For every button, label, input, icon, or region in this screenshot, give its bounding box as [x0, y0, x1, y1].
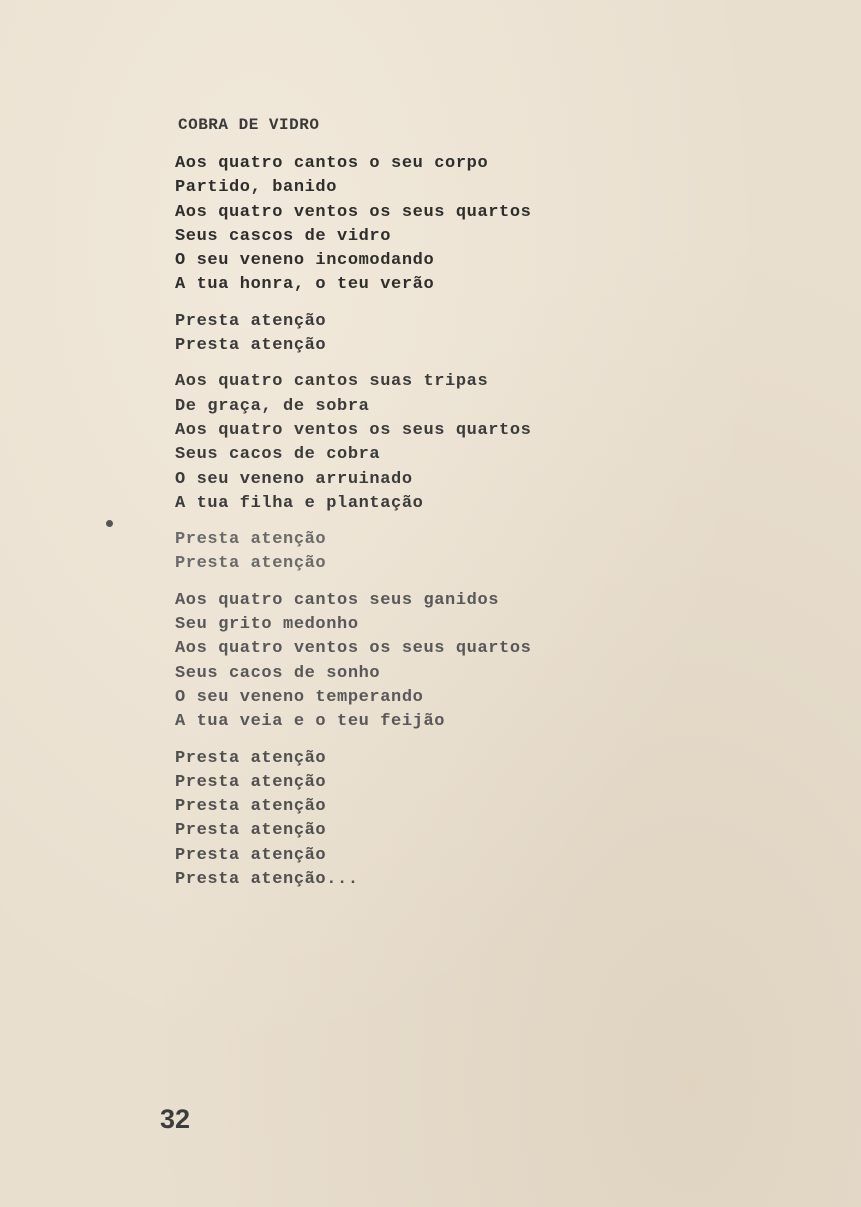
- poem-line: Seu grito medonho: [175, 615, 359, 635]
- poem-line: O seu veneno temperando: [175, 687, 424, 707]
- poem-line: Partido, banido: [175, 178, 338, 198]
- poem-line: Aos quatro cantos suas tripas: [175, 372, 489, 392]
- refrain-line: Presta atenção: [175, 530, 327, 550]
- stanza-3: [175, 589, 815, 735]
- poem-line: Aos quatro ventos os seus quartos: [175, 639, 532, 659]
- refrain-line: Presta atenção: [175, 554, 327, 574]
- poem-line: A tua veia e o teu feijão: [175, 712, 446, 732]
- poem-line: Aos quatro ventos os seus quartos: [175, 202, 532, 222]
- refrain-1: [175, 310, 815, 359]
- refrain-line: Presta atenção: [175, 772, 327, 792]
- refrain-2: [175, 528, 815, 577]
- poem-line: De graça, de sobra: [175, 396, 370, 416]
- ink-dot: [106, 520, 113, 527]
- refrain-line: Presta atenção: [175, 797, 327, 817]
- poem-line: A tua filha e plantação: [175, 493, 424, 513]
- refrain-line: Presta atenção: [175, 748, 327, 768]
- refrain-line: Presta atenção: [175, 821, 327, 841]
- poem-title: COBRA DE VIDRO: [178, 116, 320, 134]
- poem-line: Seus cascos de vidro: [175, 226, 392, 246]
- refrain-3: [175, 747, 815, 893]
- refrain-line: Presta atenção: [175, 336, 327, 356]
- stanza-1: [175, 152, 815, 298]
- poem-line: Aos quatro cantos o seu corpo: [175, 154, 489, 173]
- page-number: 32: [160, 1104, 191, 1134]
- refrain-line: Presta atenção: [175, 311, 327, 331]
- refrain-line: Presta atenção...: [175, 870, 359, 890]
- stanza-2: [175, 370, 815, 516]
- poem-line: Seus cacos de cobra: [175, 445, 381, 465]
- poem-line: O seu veneno incomodando: [175, 251, 435, 271]
- poem-line: Seus cacos de sonho: [175, 663, 381, 683]
- poem-line: Aos quatro cantos seus ganidos: [175, 590, 500, 610]
- refrain-line: Presta atenção: [175, 845, 327, 865]
- poem-line: A tua honra, o teu verão: [175, 275, 435, 295]
- poem-body: [175, 152, 815, 904]
- poem-line: Aos quatro ventos os seus quartos: [175, 420, 532, 440]
- poem-line: O seu veneno arruinado: [175, 469, 413, 489]
